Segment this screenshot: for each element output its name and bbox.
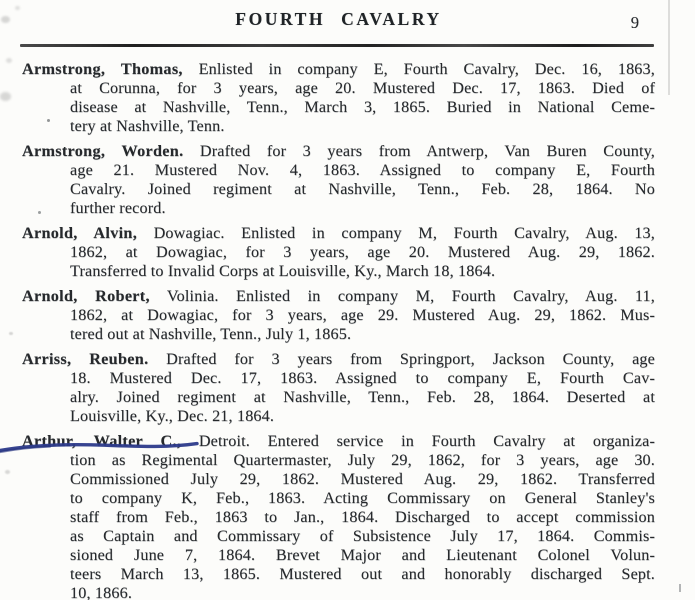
entry-line: alry. Joined regiment at Nashville, Tenn., Feb. 28, 1864. Deserted at (70, 388, 655, 406)
entry-line: tery at Nashville, Tenn. (70, 117, 225, 135)
entry-line: further record. (70, 199, 166, 217)
entry-line: 1862, at Dowagiac, for 3 years, age 29. Mustered Aug. 29, 1862. Mus- (70, 306, 655, 324)
soldier-name: Arriss, Reuben. (22, 350, 149, 368)
soldier-name: Armstrong, Thomas, (22, 60, 183, 78)
scan-edge-line (668, 0, 670, 95)
soldier-name: Arthur, Walter C., (22, 432, 182, 450)
entry-line: Transferred to Invalid Corps at Louisville, Ky., March 18, 1864. (70, 262, 496, 280)
entry-first-line (22, 350, 655, 369)
pen-underline-annotation (0, 437, 205, 457)
entry-first-line (22, 142, 655, 161)
entry-text: Volinia. Enlisted in company M, Fourth Cavalry, Aug. 11, (166, 287, 655, 305)
entry-line: Cavalry. Joined regiment at Nashville, Tenn., Feb. 28, 1864. No (70, 180, 655, 198)
entry-line: sioned June 7, 1864. Brevet Major and Lieutenant Colonel Volun- (70, 546, 655, 564)
roster-entry (22, 287, 655, 344)
scan-speckle (5, 470, 10, 474)
entry-line: 10, 1866. (70, 584, 133, 600)
scan-smudge (0, 92, 11, 101)
entry-line: at Corunna, for 3 years, age 20. Mustered Dec. 17, 1863. Died of (70, 79, 655, 97)
entry-line: disease at Nashville, Tenn., March 3, 1865. Buried in National Ceme- (70, 98, 655, 116)
scan-smudge (1, 16, 10, 23)
entry-line: Louisville, Ky., Dec. 21, 1864. (70, 407, 275, 425)
entry-text: Enlisted in company E, Fourth Cavalry, Dec. 16, 1863, (198, 60, 655, 78)
scan-speckle (679, 584, 681, 592)
entry-text: Drafted for 3 years from Springport, Jackson County, age (166, 350, 656, 368)
scan-speckle (9, 332, 13, 335)
entry-first-line (22, 224, 655, 243)
entry-line: age 21. Mustered Nov. 4, 1863. Assigned to company E, Fourth (70, 161, 655, 179)
scan-smudge (6, 58, 12, 63)
entry-first-line (22, 287, 655, 306)
roster-entries (22, 60, 655, 600)
entry-line: as Captain and Commissary of Subsistence July 17, 1864. Commis- (70, 527, 655, 545)
entry-text: Drafted for 3 years from Antwerp, Van Buren County, (199, 142, 655, 160)
entry-line: staff from Feb., 1863 to Jan., 1864. Discharged to accept commission (70, 508, 655, 526)
roster-entry (22, 142, 655, 218)
soldier-name: Arnold, Alvin, (22, 224, 138, 242)
roster-entry (22, 350, 655, 426)
entry-text: Detroit. Entered service in Fourth Cavalry at organiza- (198, 432, 655, 450)
entry-line: 1862, at Dowagiac, for 3 years, age 20. Mustered Aug. 29, 1862. (70, 243, 655, 261)
page-title: FOURTH CAVALRY (235, 9, 442, 29)
entry-text: Dowagiac. Enlisted in company M, Fourth Cavalry, Aug. 13, (153, 224, 656, 242)
entry-line: tered out at Nashville, Tenn., July 1, 1865. (70, 325, 352, 343)
entry-line: Commissioned July 29, 1862. Mustered Aug. 29, 1862. Transferred (70, 470, 655, 488)
entry-line: tion as Regimental Quartermaster, July 29, 1862, for 3 years, age 30. (70, 451, 655, 469)
soldier-name: Arnold, Robert, (22, 287, 150, 305)
page-number: 9 (630, 13, 639, 32)
roster-entry (22, 224, 655, 281)
scan-smudge (15, 6, 20, 10)
roster-entry (22, 60, 655, 136)
header-rule (20, 44, 654, 47)
entry-line: teers March 13, 1865. Mustered out and honorably discharged Sept. (70, 565, 655, 583)
roster-entry (22, 432, 655, 600)
entry-line: 18. Mustered Dec. 17, 1863. Assigned to company E, Fourth Cav- (70, 369, 655, 387)
entry-first-line (22, 60, 655, 79)
entry-line: to company K, Feb., 1863. Acting Commissary on General Stanley's (70, 489, 655, 507)
soldier-name: Armstrong, Worden. (22, 142, 184, 160)
